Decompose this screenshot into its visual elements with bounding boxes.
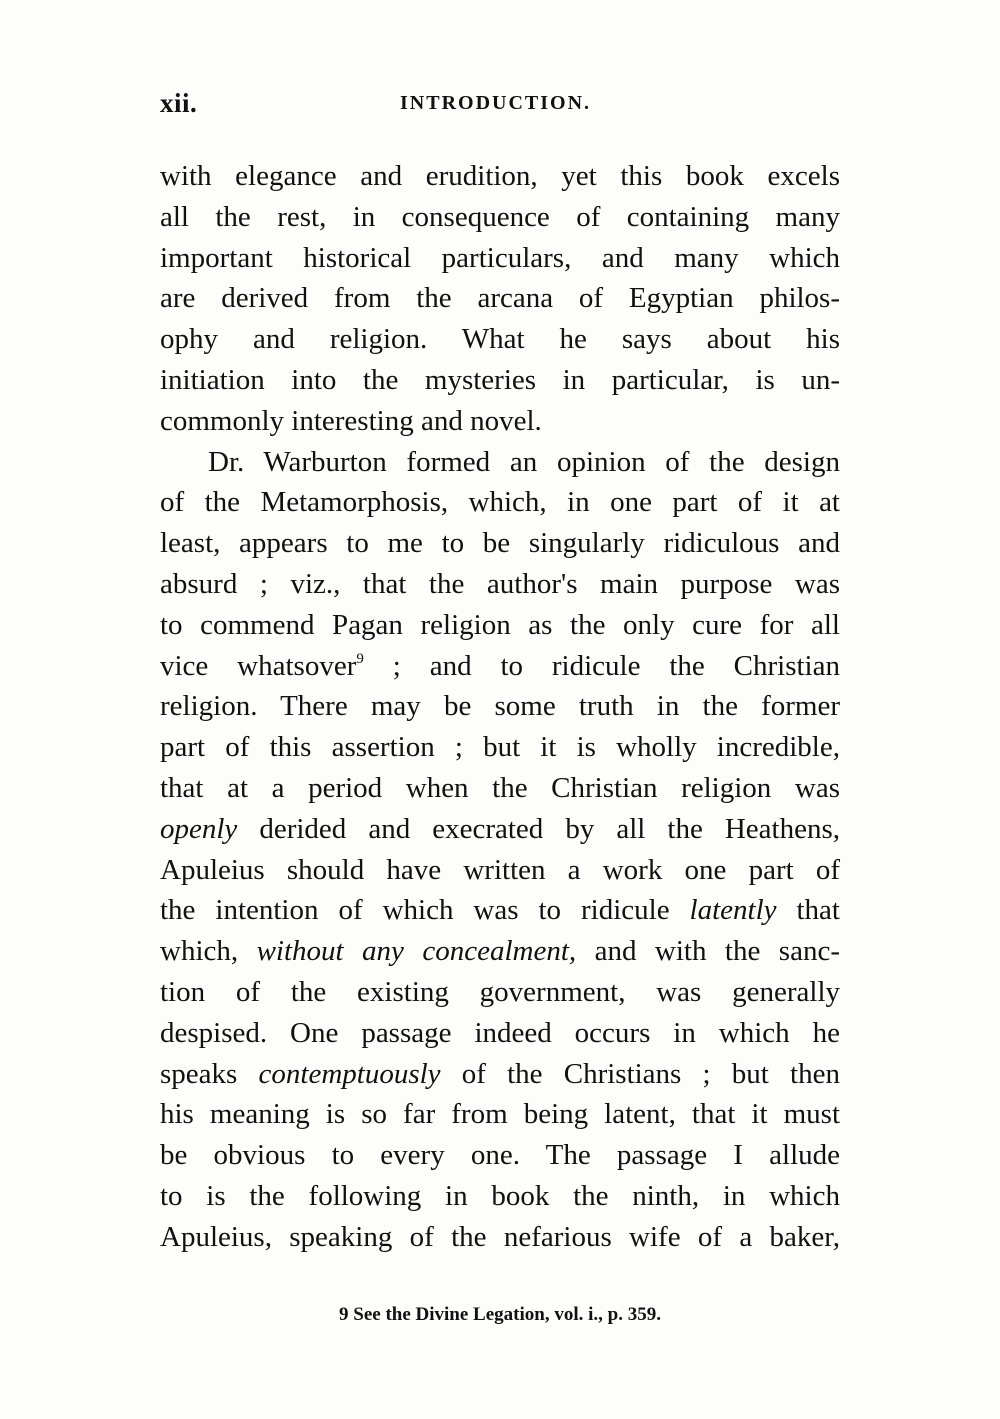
italic-phrase: without any concealment,: [256, 935, 577, 968]
text-line: to commend Pagan religion as the only cure for all: [160, 608, 840, 641]
running-head: [160, 88, 840, 118]
text-line: despised. One passage indeed occurs in which he: [160, 1016, 840, 1049]
text-line: Apuleius should have written a work one part of: [160, 853, 840, 886]
text-line: with elegance and erudition, yet this book excels: [160, 160, 840, 192]
text-line: be obvious to every one. The passage I allude: [160, 1139, 840, 1172]
italic-word: contemptuously: [258, 1057, 441, 1090]
text-line: [160, 809, 840, 850]
text-line: to is the following in book the ninth, in which: [160, 1179, 840, 1212]
page-number: xii.: [160, 88, 198, 118]
text-line: his meaning is so far from being latent, that it must: [160, 1098, 840, 1131]
text-line: that at a period when the Christian religion was: [160, 771, 840, 804]
text-line: important historical particulars, and many which: [160, 241, 840, 274]
chapter-title: INTRODUCTION.: [400, 92, 592, 114]
footnote: 9 See the Divine Legation, vol. i., p. 359.: [339, 1304, 661, 1325]
italic-word: openly: [160, 812, 238, 845]
italic-word: latently: [689, 894, 777, 927]
text-segment: the intention of which was to ridicule: [160, 894, 690, 927]
text-line: [160, 1054, 840, 1095]
paragraph-start-line: Dr. Warburton formed an opinion of the design: [208, 445, 840, 478]
body-text: [160, 156, 840, 1258]
text-line: absurd ; viz., that the author's main purpose was: [160, 567, 840, 600]
text-line: ophy and religion. What he says about his: [160, 323, 840, 356]
text-line: least, appears to me to be singularly ridiculous and: [160, 527, 840, 560]
text-segment: which,: [160, 935, 257, 968]
text-line: [160, 646, 840, 687]
text-segment: and with the sanc-: [576, 935, 840, 968]
text-segment: that: [776, 894, 840, 927]
text-segment: vice whatsover: [160, 649, 357, 682]
text-line: commonly interesting and novel.: [160, 404, 542, 437]
text-line: [160, 931, 840, 972]
text-line: tion of the existing government, was generally: [160, 975, 840, 1008]
text-segment: of the Christians ; but then: [440, 1057, 840, 1090]
text-line: are derived from the arcana of Egyptian philos-: [160, 282, 840, 315]
text-segment: ; and to ridicule the Christian: [363, 649, 840, 682]
text-line: Apuleius, speaking of the nefarious wife of a baker,: [160, 1220, 840, 1253]
text-segment: derided and execrated by all the Heathens,: [237, 812, 840, 845]
text-line: [160, 890, 840, 931]
text-line: part of this assertion ; but it is wholly incredible,: [160, 731, 840, 764]
text-line: all the rest, in consequence of containing many: [160, 200, 840, 233]
footnote-reference: 9: [356, 650, 364, 667]
text-line: of the Metamorphosis, which, in one part of it at: [160, 486, 840, 519]
text-line: initiation into the mysteries in particular, is un-: [160, 363, 840, 396]
text-segment: speaks: [160, 1057, 259, 1090]
text-line: religion. There may be some truth in the former: [160, 690, 840, 723]
